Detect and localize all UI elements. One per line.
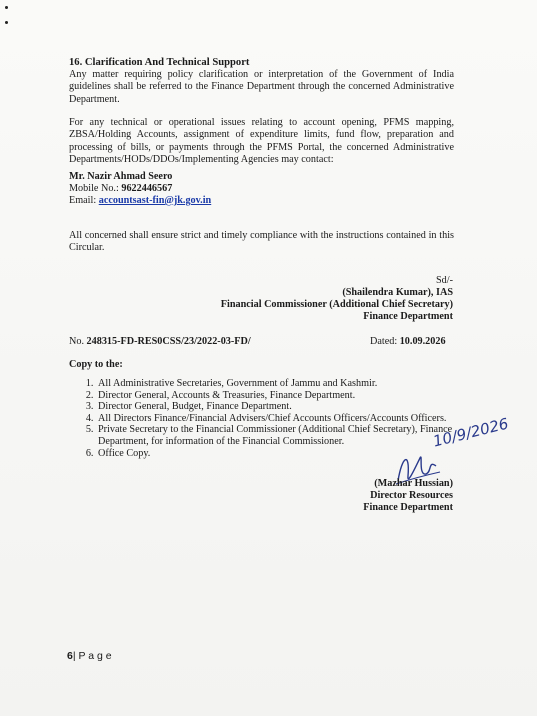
list-item: 4. All Directors Finance/Financial Advisers/Chief Accounts Officers/Accounts Officers.	[96, 413, 491, 425]
page-footer	[67, 650, 112, 662]
contact-mobile	[69, 183, 172, 196]
page-label: | P a g e	[72, 650, 112, 662]
list-item: 3. Director General, Budget, Finance Department.	[96, 401, 491, 413]
email-label: Email:	[69, 195, 99, 206]
signatory-department: Finance Department	[363, 311, 453, 322]
second-signatory-title: Director Resources	[370, 490, 453, 501]
reference-date	[370, 336, 446, 349]
list-item: 6. Office Copy.	[96, 448, 491, 460]
mobile-number: 9622446567	[121, 183, 173, 194]
page-number: 6	[67, 650, 73, 662]
compliance-paragraph: All concerned shall ensure strict and timely compliance with the instructions contained in this Circular.	[69, 230, 454, 254]
contact-email	[69, 195, 211, 208]
signatory-title: Financial Commissioner (Additional Chief Secretary)	[220, 299, 453, 310]
punch-hole-mark	[5, 21, 8, 24]
second-signatory-department: Finance Department	[363, 502, 453, 513]
list-item: 2. Director General, Accounts & Treasuries, Finance Department.	[96, 390, 491, 402]
email-link[interactable]: accountsast-fin@jk.gov.in	[98, 195, 212, 206]
list-item: 1. All Administrative Secretaries, Government of Jammu and Kashmir.	[96, 378, 491, 390]
technical-support-paragraph: For any technical or operational issues relating to account opening, PFMS mapping, ZBSA/Holding Accounts, assignment of expenditure limits, fund flow, preparation and processing of bills, or payments through the PFMS Portal, the concerned Administrative Departments/HODs/DDOs/Implementing Agencies may contact:	[69, 117, 454, 166]
punch-hole-mark	[5, 6, 8, 9]
mobile-label: Mobile No.:	[69, 183, 122, 194]
sd-mark: Sd/-	[436, 275, 453, 286]
reference-value: 248315-FD-RES0CSS/23/2022-03-FD/	[86, 336, 251, 347]
reference-label: No.	[69, 336, 87, 347]
policy-clarification-paragraph: Any matter requiring policy clarification or interpretation of the Government of India guidelines shall be referred to the Finance Department through the concerned Administrative Department.	[69, 69, 454, 105]
signatory-name: (Shailendra Kumar), IAS	[342, 287, 453, 298]
date-value: 10.09.2026	[399, 336, 446, 347]
reference-number	[69, 336, 251, 349]
list-item: 5. Private Secretary to the Financial Commissioner (Additional Chief Secretary), Finance Department, for information of the Financial Commissioner.	[96, 424, 491, 447]
handwritten-date: 10/9/2026	[431, 414, 511, 451]
section-heading: 16. Clarification And Technical Support	[69, 57, 250, 68]
contact-name: Mr. Nazir Ahmad Seero	[69, 171, 173, 182]
second-signatory-name: (Mazhar Hussian)	[374, 478, 453, 489]
date-label: Dated:	[370, 336, 400, 347]
copy-to-heading: Copy to the:	[69, 359, 123, 370]
